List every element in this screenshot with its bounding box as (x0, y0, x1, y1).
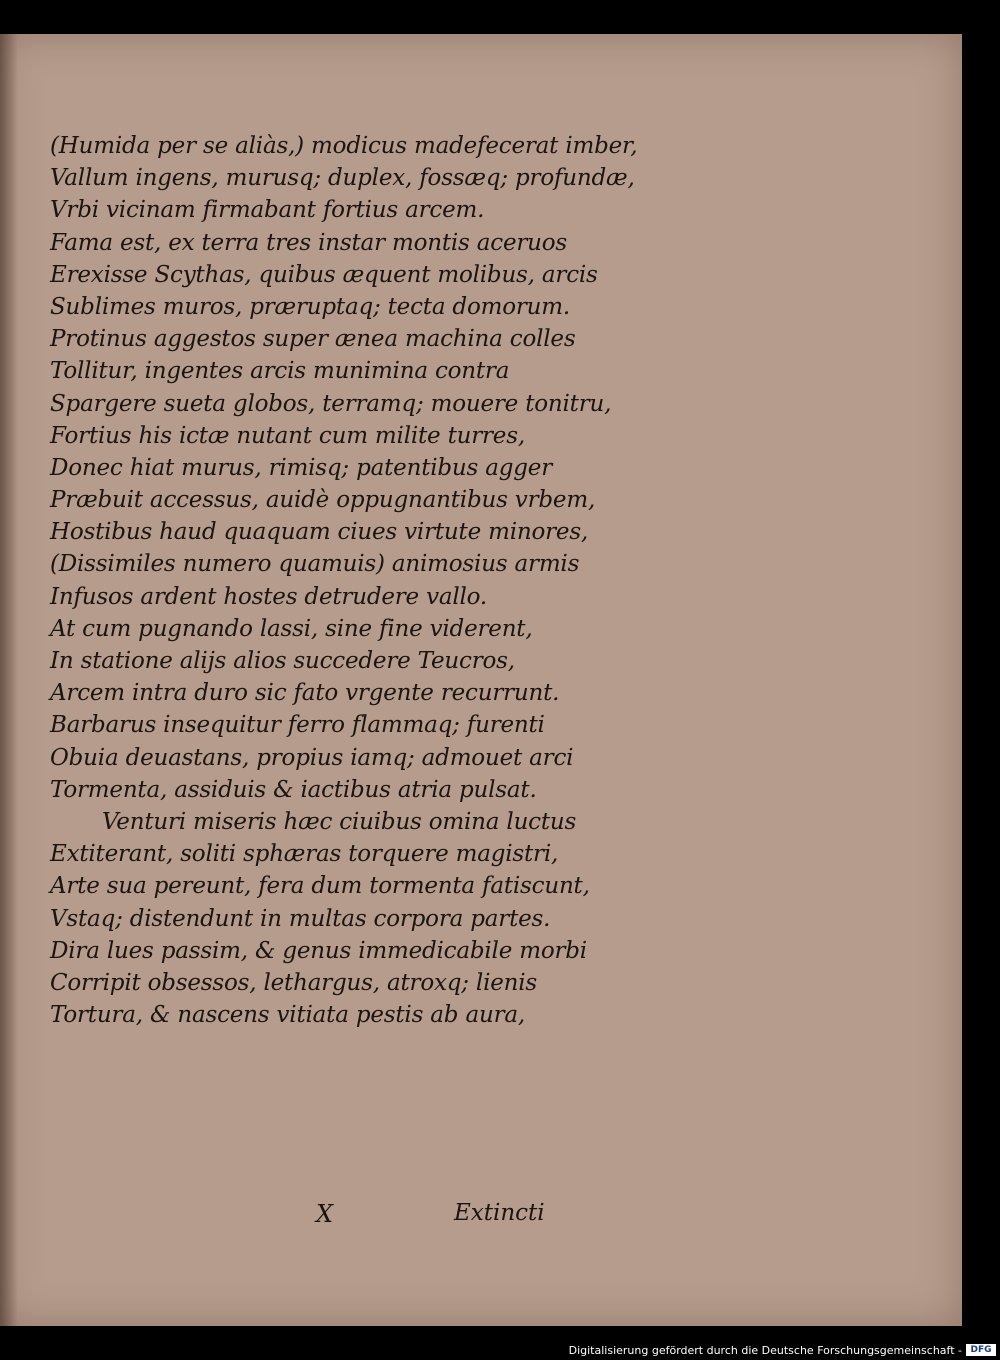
verse-line: Fortius his ictæ nutant cum milite turres, (50, 422, 525, 449)
page-footer-line (50, 1200, 610, 1232)
dfg-logo-icon: DFG (966, 1344, 996, 1356)
verse-line-indented: Venturi miseris hæc ciuibus omina luctus (102, 808, 577, 835)
verse-line: Tollitur, ingentes arcis munimina contra (50, 358, 510, 385)
verse-line: Arte sua pereunt, fera dum tormenta fatiscunt, (50, 873, 590, 900)
verse-line: Fama est, ex terra tres instar montis aceruos (50, 229, 568, 256)
verse-line: Infusos ardent hostes detrudere vallo. (50, 583, 488, 610)
credit-text: Digitalisierung gefördert durch die Deutsche Forschungsgemeinschaft - (568, 1344, 962, 1357)
verse-line: Vallum ingens, murusq; duplex, fossæq; profundæ, (50, 165, 635, 192)
verse-line: Sublimes muros, præruptaq; tecta domorum. (50, 293, 570, 320)
signature-mark: X (316, 1200, 334, 1228)
digitization-credit-bar (0, 1340, 1000, 1360)
verse-line: Spargere sueta globos, terramq; mouere tonitru, (50, 390, 612, 417)
verse-line: At cum pugnando lassi, sine fine viderent, (50, 615, 533, 642)
verse-line: Arcem intra duro sic fato vrgente recurrunt. (50, 680, 560, 707)
verse-line: Tormenta, assiduis & iactibus atria pulsat. (50, 776, 537, 803)
verse-line: Barbarus insequitur ferro flammaq; furenti (50, 712, 545, 739)
catchword: Extincti (454, 1200, 545, 1226)
verse-line: Vrbi vicinam firmabant fortius arcem. (50, 197, 485, 224)
verse-line: Corripit obsessos, lethargus, atroxq; lienis (50, 969, 538, 996)
verse-line: Donec hiat murus, rimisq; patentibus agger (50, 454, 553, 481)
verse-line: Vstaq; distendunt in multas corpora partes. (50, 905, 551, 932)
verse-line: Tortura, & nascens vitiata pestis ab aura, (50, 1002, 525, 1029)
verse-line: Obuia deuastans, propius iamq; admouet arci (50, 744, 574, 771)
page-binding-shadow (0, 34, 18, 1326)
verse-line: Dira lues passim, & genus immedicabile morbi (50, 937, 587, 964)
verse-line: Extiterant, soliti sphæras torquere magistri, (50, 841, 559, 868)
verse-line: Hostibus haud quaquam ciues virtute minores, (50, 519, 589, 546)
verse-line: Protinus aggestos super ænea machina colles (50, 326, 576, 353)
verse-line: Præbuit accessus, auidè oppugnantibus vrbem, (50, 487, 596, 514)
verse-line: (Humida per se aliàs,) modicus madefecerat imber, (50, 133, 638, 159)
poem-text-block (50, 130, 670, 1228)
verse-line: (Dissimiles numero quamuis) animosius armis (50, 551, 580, 578)
book-page (0, 34, 962, 1326)
verse-line: Erexisse Scythas, quibus æquent molibus, arcis (50, 261, 598, 288)
verse-line: In statione alijs alios succedere Teucros, (50, 648, 515, 674)
